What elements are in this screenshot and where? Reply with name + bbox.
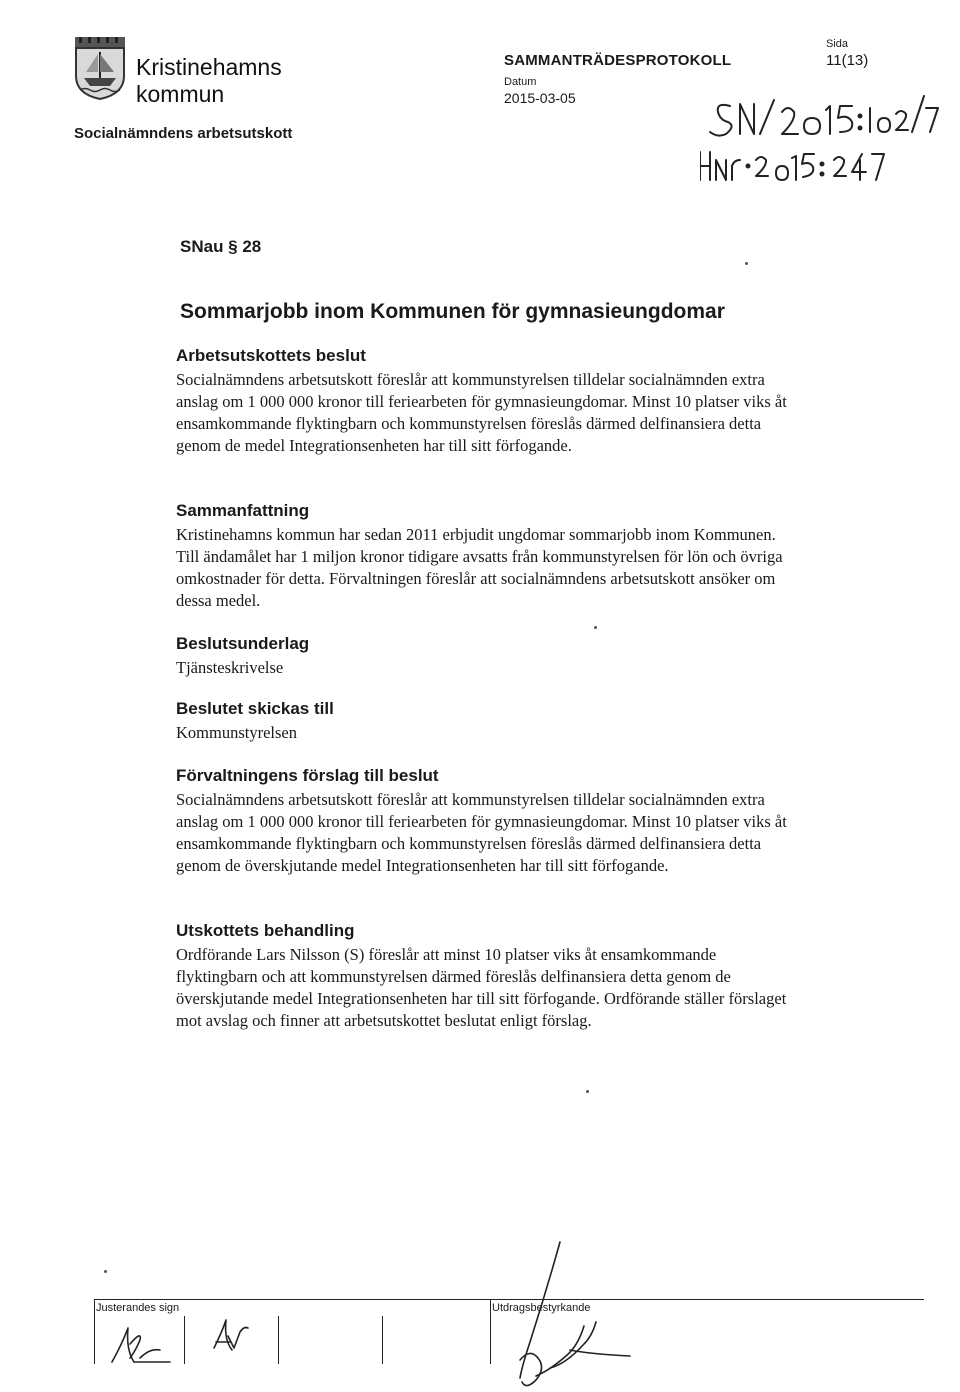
section-body: Socialnämndens arbetsutskott föreslår att kommunstyrelsen tilldelar socialnämnden extra anslag om 1 000 000 kronor till feriearbeten för gymnasieungdomar. Minst 10 platser viks åt ensamkommande flyktingbarn och kommunstyrelsen föreslås därmed delfinansiera detta genom de medel Integrationsenheten har till sitt förfogande. bbox=[176, 370, 787, 455]
date-label: Datum bbox=[504, 76, 537, 88]
section-heading: Arbetsutskottets beslut bbox=[176, 346, 366, 365]
organization-name-line-2: kommun bbox=[136, 81, 225, 107]
section-sammanfattning bbox=[176, 500, 796, 612]
municipal-coat-of-arms bbox=[74, 36, 126, 100]
handwritten-signatures bbox=[90, 1240, 950, 1390]
section-beslutsunderlag bbox=[176, 633, 796, 679]
section-heading: Beslutsunderlag bbox=[176, 634, 310, 653]
section-beslutet-skickas-till bbox=[176, 698, 796, 744]
organization-name-line-1: Kristinehamns bbox=[136, 54, 282, 80]
utdragsbestyrkande-label: Utdragsbestyrkande bbox=[492, 1302, 591, 1314]
section-number: SNau § 28 bbox=[180, 237, 262, 256]
section-heading: Beslutet skickas till bbox=[176, 699, 334, 718]
section-body: Socialnämndens arbetsutskott föreslår att kommunstyrelsen tilldelar socialnämnden extra anslag om 1 000 000 kronor till feriearbeten för gymnasieungdomar. Minst 10 platser viks åt ensamkommande flyktingbarn och kommunstyrelsen föreslås därmed delfinansiera detta genom de överskjutande medel Integrationsenheten har till sitt förfogande. bbox=[176, 790, 787, 875]
page-title: Sommarjobb inom Kommunen för gymnasieungdomar bbox=[180, 300, 725, 323]
scan-speck bbox=[586, 1090, 589, 1093]
section-body: Kommunstyrelsen bbox=[176, 723, 297, 742]
committee-name: Socialnämndens arbetsutskott bbox=[74, 125, 293, 142]
section-body: Kristinehamns kommun har sedan 2011 erbjudit ungdomar sommarjobb inom Kommunen. Till ändamålet har 1 miljon kronor tidigare avsatts från kommunstyrelsen för lön och övriga omkostnader för detta. Förvaltningen föreslår att socialnämndens arbetsutskott ansöker om dessa medel. bbox=[176, 525, 783, 610]
section-heading: Förvaltningens förslag till beslut bbox=[176, 766, 439, 785]
document-type: SAMMANTRÄDESPROTOKOLL bbox=[504, 52, 732, 69]
section-forvaltningens-forslag bbox=[176, 765, 796, 877]
organization-name bbox=[136, 54, 282, 108]
scan-speck bbox=[745, 262, 748, 265]
section-heading: Sammanfattning bbox=[176, 501, 310, 520]
section-body: Ordförande Lars Nilsson (S) föreslår att minst 10 platser viks åt ensamkommande flyktingbarn och att kommunstyrelsen därmed föreslås delfinansiera detta genom de överskjutande medel Integrationsenheten har till sitt förfogande. Ordförande ställer förslaget mot avslag och finner att arbetsutskottet beslutat enligt förslag. bbox=[176, 945, 787, 1030]
section-arbetsutskottets-beslut bbox=[176, 345, 796, 457]
page-number: 11(13) bbox=[826, 52, 869, 69]
justerandes-sign-label: Justerandes sign bbox=[96, 1302, 180, 1314]
handwritten-reference-numbers bbox=[700, 88, 940, 184]
scan-speck bbox=[594, 626, 597, 629]
date-value: 2015-03-05 bbox=[504, 90, 576, 106]
section-utskottets-behandling bbox=[176, 920, 796, 1032]
page-label: Sida bbox=[826, 38, 849, 50]
section-heading: Utskottets behandling bbox=[176, 921, 355, 940]
section-body: Tjänsteskrivelse bbox=[176, 658, 284, 677]
